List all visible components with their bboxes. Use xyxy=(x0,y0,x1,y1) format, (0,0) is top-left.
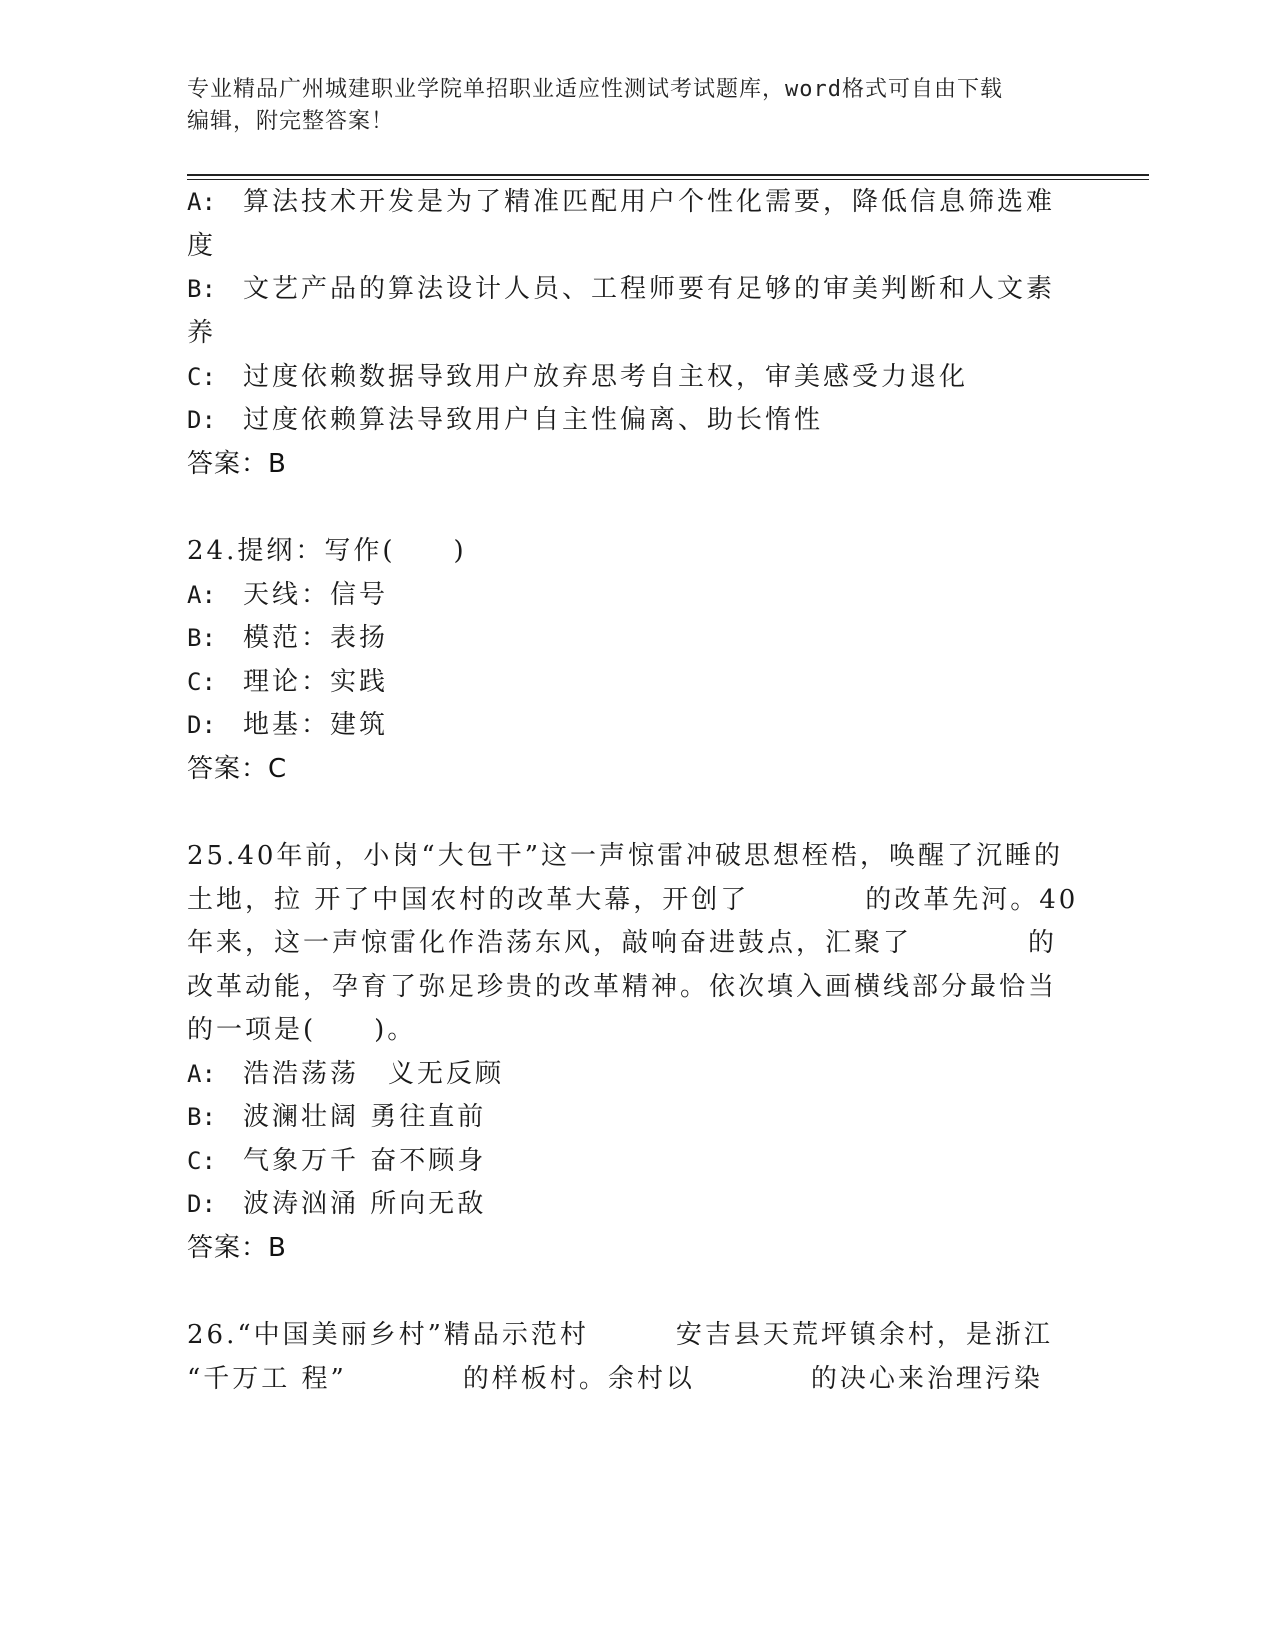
header-divider-thin xyxy=(187,179,1149,180)
q25-option-b xyxy=(187,1102,486,1132)
header-divider xyxy=(187,174,1149,176)
option-text: 理论：实践 xyxy=(243,667,389,697)
option-text: 模范：表扬 xyxy=(243,623,389,653)
option-letter: C: xyxy=(187,668,216,696)
option-letter: B: xyxy=(187,275,216,303)
q25-stem-line: 25.40年前，小岗“大包干”这一声惊雷冲破思想桎梏，唤醒了沉睡的 xyxy=(187,841,1064,871)
option-letter: D: xyxy=(187,711,216,739)
option-text: 算法技术开发是为了精准匹配用户个性化需要，降低信息筛选难 xyxy=(243,187,1056,217)
q24-answer: 答案：C xyxy=(187,754,288,784)
q23-option-d xyxy=(187,405,823,435)
q25-stem-line: 土地，拉 开了中国农村的改革大幕，开创了 的改革先河。40 xyxy=(187,885,1079,915)
document-header xyxy=(187,74,1067,138)
q24-option-a xyxy=(187,580,388,610)
option-letter: D: xyxy=(187,406,216,434)
option-letter: D: xyxy=(187,1190,216,1218)
q25-stem-line: 的一项是( )。 xyxy=(187,1015,417,1045)
q24-option-b xyxy=(187,623,388,653)
q23-answer: 答案：B xyxy=(187,449,287,479)
q24-stem: 24.提纲：写作( ) xyxy=(187,536,467,566)
option-text: 过度依赖数据导致用户放弃思考自主权，审美感受力退化 xyxy=(243,362,969,392)
option-letter: A: xyxy=(187,188,216,216)
option-text: 文艺产品的算法设计人员、工程师要有足够的审美判断和人文素 xyxy=(243,274,1056,304)
q25-stem-line: 年来，这一声惊雷化作浩荡东风，敲响奋进鼓点，汇聚了 的 xyxy=(187,928,1058,958)
q26-stem-line: 26.“中国美丽乡村”精品示范村 安吉县天荒坪镇余村，是浙江 xyxy=(187,1320,1053,1350)
option-text: 浩浩荡荡 义无反顾 xyxy=(243,1059,505,1089)
option-text: 过度依赖算法导致用户自主性偏离、助长惰性 xyxy=(243,405,824,435)
option-text: 天线：信号 xyxy=(243,580,389,610)
q25-stem-line: 改革动能，孕育了弥足珍贵的改革精神。依次填入画横线部分最恰当 xyxy=(187,972,1058,1002)
option-letter: C: xyxy=(187,1147,216,1175)
q23-option-b xyxy=(187,274,1055,304)
q25-option-d xyxy=(187,1189,486,1219)
option-letter: B: xyxy=(187,1103,216,1131)
option-letter: A: xyxy=(187,1060,216,1088)
q25-option-c xyxy=(187,1146,486,1176)
q25-option-a xyxy=(187,1059,504,1089)
q23-option-a xyxy=(187,187,1055,217)
q24-option-d xyxy=(187,710,388,740)
option-letter: B: xyxy=(187,624,216,652)
option-letter: C: xyxy=(187,363,216,391)
q23-option-a-cont: 度 xyxy=(187,231,217,261)
option-text: 波澜壮阔 勇往直前 xyxy=(243,1102,487,1132)
q25-answer: 答案：B xyxy=(187,1233,287,1263)
q23-option-b-cont: 养 xyxy=(187,318,217,348)
option-text: 波涛汹涌 所向无敌 xyxy=(243,1189,487,1219)
header-line-1: 专业精品广州城建职业学院单招职业适应性测试考试题库，word格式可自由下载 xyxy=(187,77,1003,102)
option-text: 气象万千 奋不顾身 xyxy=(243,1146,487,1176)
option-text: 地基：建筑 xyxy=(243,710,389,740)
q24-option-c xyxy=(187,667,388,697)
option-letter: A: xyxy=(187,581,216,609)
q23-option-c xyxy=(187,362,968,392)
q26-stem-line: “千万工 程” 的样板村。余村以 的决心来治理污染 xyxy=(187,1364,1043,1394)
header-line-2: 编辑，附完整答案！ xyxy=(187,109,395,134)
